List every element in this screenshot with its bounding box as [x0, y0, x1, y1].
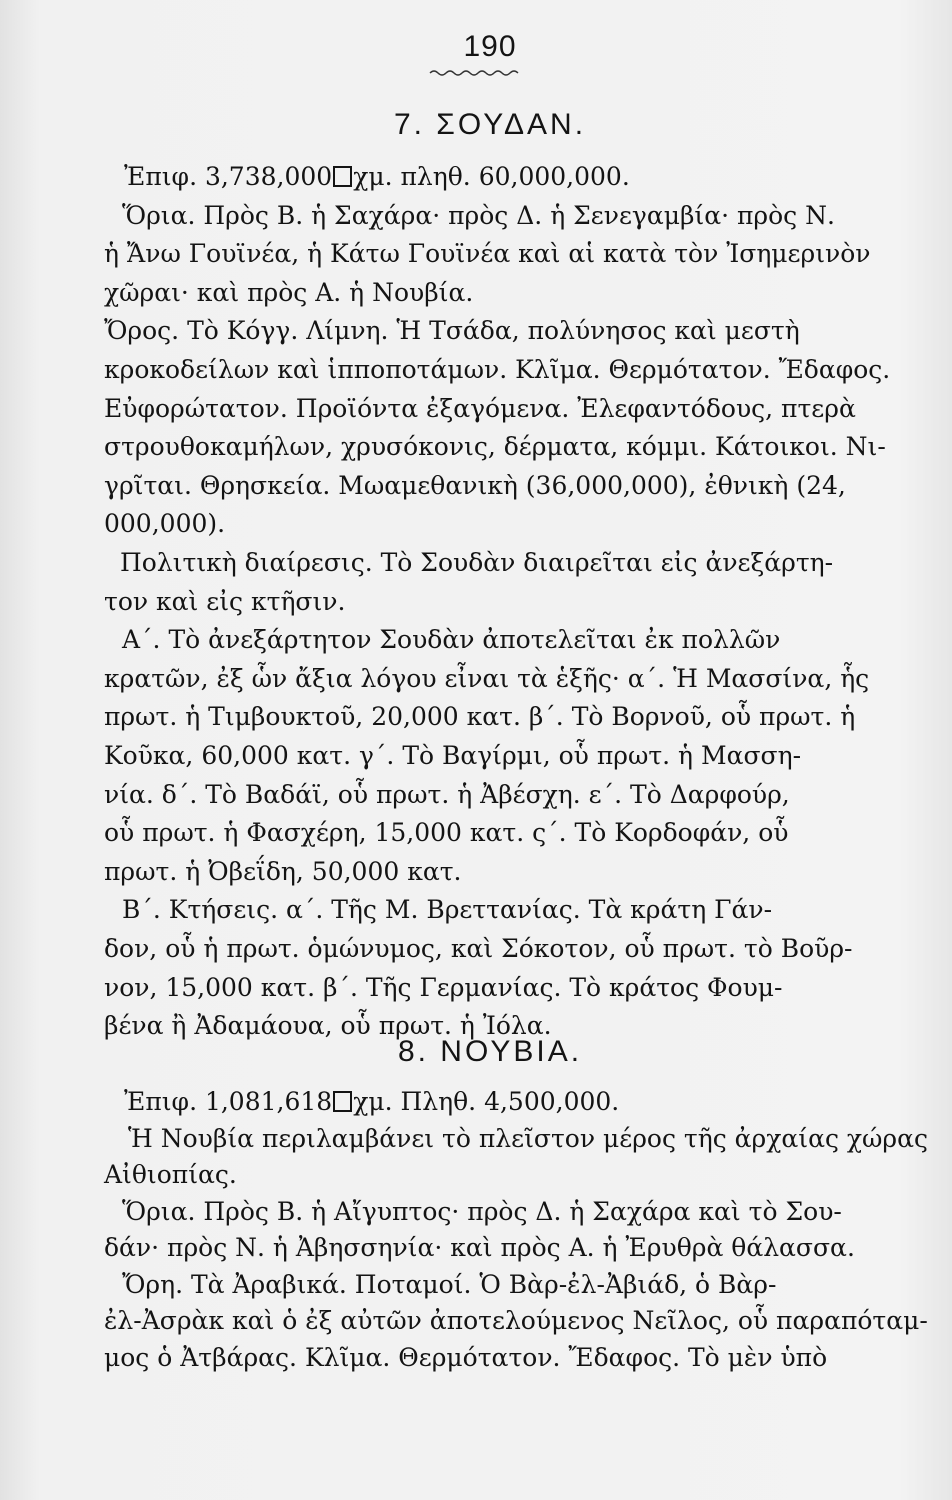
text-line: Κοῦκα, 60,000 κατ. γ΄. Τὸ Βαγίρμι, οὗ πρωτ. ἡ Μασση-	[104, 741, 802, 770]
text-line: κροκοδείλων καὶ ἱπποποτάμων. Κλῖμα. Θερμότατον. Ἔδαφος.	[104, 355, 891, 384]
text-line: Ὄρος. Τὸ Κόγγ. Λίμνη. Ἡ Τσάδα, πολύνησος καὶ μεστὴ	[104, 316, 800, 346]
text-line: πρωτ. ἡ Τιμβουκτοῦ, 20,000 κατ. β΄. Τὸ Βορνοῦ, οὗ πρωτ. ἡ	[104, 702, 856, 732]
text-line: χῶραι· καὶ πρὸς Α. ἡ Νουβία.	[104, 277, 474, 307]
text-line: κρατῶν, ἐξ ὧν ἄξια λόγου εἶναι τὰ ἑξῆς· α΄. Ἡ Μασσίνα, ἧς	[104, 663, 870, 693]
ornament-squiggle	[428, 68, 524, 78]
text-line: νία. δ΄. Τὸ Βαδάϊ, οὗ πρωτ. ἡ Ἀβέσχη. ε΄. Τὸ Δαρφούρ,	[104, 779, 790, 809]
text-line: τον καὶ εἰς κτῆσιν.	[104, 586, 346, 616]
text-line: Ἐπιφ. 1,081,618 χμ. Πληθ. 4,500,000.	[124, 1087, 620, 1116]
page-number: 190	[463, 30, 517, 63]
text-line: ἡ Ἄνω Γουϊνέα, ἡ Κάτω Γουϊνέα καὶ αἱ κατὰ τὸν Ἰσημερινὸν	[104, 239, 871, 269]
text-line: στρουθοκαμήλων, χρυσόκονις, δέρματα, κόμμι. Κάτοικοι. Νι-	[104, 432, 886, 462]
text-line: Αἰθιοπίας.	[104, 1160, 237, 1189]
text-line: ἐλ-Ἀσρὰκ καὶ ὁ ἐξ αὐτῶν ἀποτελούμενος Νεῖλος, οὗ παραπόταμ-	[104, 1306, 928, 1335]
text-line: Β΄. Κτήσεις. α΄. Τῆς Μ. Βρεττανίας. Τὰ κράτη Γάν-	[122, 895, 773, 925]
text-line: πρωτ. ἡ Ὀβεΐδη, 50,000 κατ.	[104, 856, 462, 886]
text-line: νον, 15,000 κατ. β΄. Τῆς Γερμανίας. Τὸ κράτος Φουμ-	[104, 972, 783, 1002]
text-line: Ἐπιφ. 3,738,000 χμ. πληθ. 60,000,000.	[124, 162, 630, 191]
text-line: Ἡ Νουβία περιλαμβάνει τὸ πλεῖστον μέρος τῆς ἀρχαίας χώρας	[128, 1123, 929, 1153]
text-line: οὗ πρωτ. ἡ Φασχέρη, 15,000 κατ. ς΄. Τὸ Κορδοφάν, οὗ	[104, 818, 789, 848]
section-title-nubia: 8. ΝΟΥΒΙΑ.	[397, 1035, 583, 1068]
text-line: Ὅρια. Πρὸς Β. ἡ Σαχάρα· πρὸς Δ. ἡ Σενεγαμβία· πρὸς Ν.	[122, 200, 835, 230]
text-line: μος ὁ Ἀτβάρας. Κλῖμα. Θερμότατον. Ἔδαφος. Τὸ μὲν ὑπὸ	[104, 1342, 828, 1372]
text-line: δον, οὗ ἡ πρωτ. ὁμώνυμος, καὶ Σόκοτον, οὗ πρωτ. τὸ Βοῦρ-	[104, 934, 853, 963]
text-line: γρῖται. Θρησκεία. Μωαμεθανικὴ (36,000,000), ἐθνικὴ (24,	[104, 470, 846, 500]
text-line: δάν· πρὸς Ν. ἡ Ἀβησσηνία· καὶ πρὸς Α. ἡ Ἐρυθρὰ θάλασσα.	[104, 1233, 855, 1262]
text-line: Πολιτικὴ διαίρεσις. Τὸ Σουδὰν διαιρεῖται εἰς ἀνεξάρτη-	[120, 548, 834, 577]
text-line: Α΄. Τὸ ἀνεξάρτητον Σουδὰν ἀποτελεῖται ἐκ πολλῶν	[122, 625, 781, 655]
square-symbol-icon	[333, 166, 352, 187]
text-line: βένα ἢ Ἀδαμάουα, οὗ πρωτ. ἡ Ἰόλα.	[104, 1011, 552, 1041]
text-line: Ὅρια. Πρὸς Β. ἡ Αἴγυπτος· πρὸς Δ. ἡ Σαχάρα καὶ τὸ Σου-	[122, 1196, 842, 1226]
text-line: Ὄρη. Τὰ Ἀραβικά. Ποταμοί. Ὁ Βὰρ-ἐλ-Ἀβιάδ, ὁ Βὰρ-	[122, 1269, 777, 1299]
text-line: 000,000).	[104, 509, 226, 539]
section-title-sudan: 7. ΣΟΥΔΑΝ.	[393, 108, 587, 141]
square-symbol-icon	[333, 1091, 352, 1112]
text-line: Εὐφορώτατον. Προϊόντα ἐξαγόμενα. Ἐλεφαντόδους, πτερὰ	[104, 393, 856, 423]
